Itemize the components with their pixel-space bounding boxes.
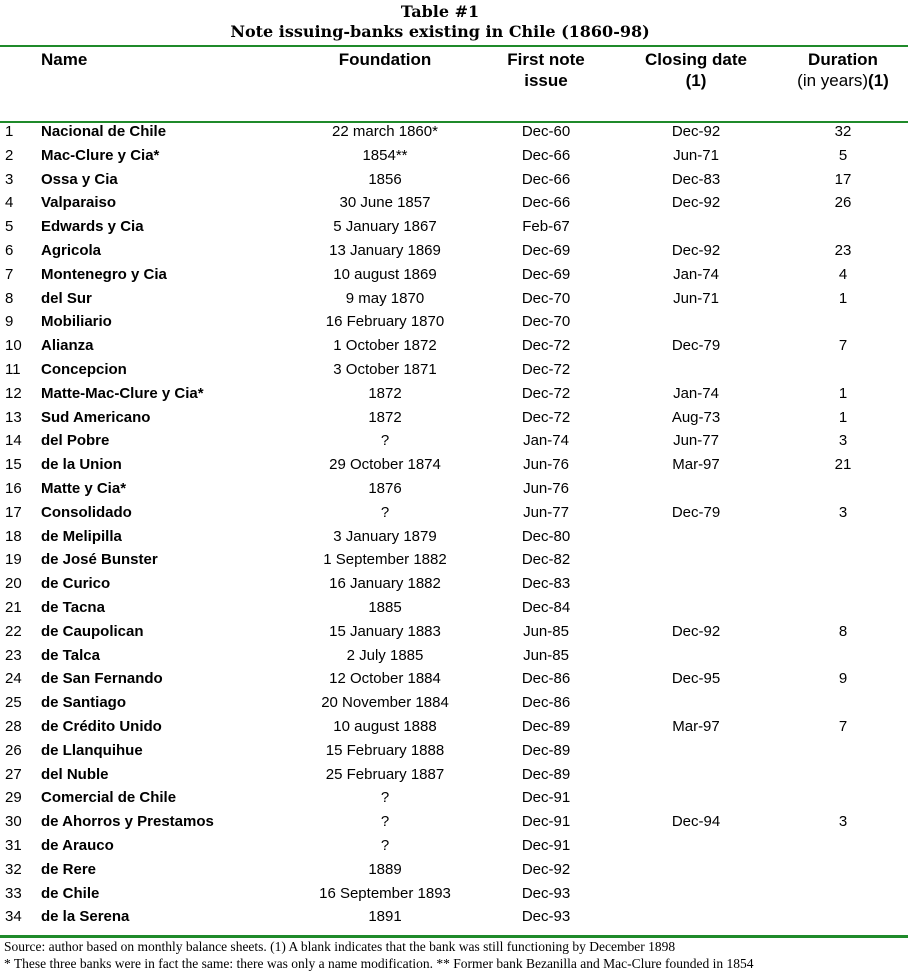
row-number: 18 — [5, 527, 22, 545]
first-note-issue: Dec-72 — [521, 384, 571, 402]
foundation-date: 1885 — [368, 598, 402, 616]
row-number: 2 — [5, 146, 14, 164]
first-note-issue: Dec-93 — [521, 908, 571, 926]
row-number: 13 — [5, 408, 22, 426]
table-row — [0, 168, 908, 192]
closing-date: Dec-95 — [671, 670, 721, 688]
first-note-issue: Dec-89 — [521, 765, 571, 783]
asterisk-note: * These three banks were in fact the same: there was only a name modification. ** Former bank Bezanilla and Mac-Clure founded in 1854 — [4, 956, 754, 971]
first-note-issue: Dec-80 — [521, 527, 571, 545]
foundation-date: 5 January 1867 — [333, 218, 437, 236]
closing-date: Dec-94 — [671, 813, 721, 831]
row-number: 21 — [5, 598, 22, 616]
duration-years: 1 — [838, 289, 848, 307]
duration-years: 32 — [834, 123, 852, 140]
foundation-date: 9 may 1870 — [345, 289, 425, 307]
bank-name: Alianza — [41, 337, 94, 355]
table-row — [0, 620, 908, 644]
row-number: 5 — [5, 218, 14, 236]
foundation-date: 13 January 1869 — [329, 241, 441, 259]
first-note-issue: Dec-92 — [521, 860, 571, 878]
first-note-issue: Jan-74 — [523, 432, 569, 450]
duration-years: 21 — [834, 456, 852, 474]
table-row — [0, 382, 908, 406]
foundation-date: 25 February 1887 — [325, 765, 445, 783]
row-number: 22 — [5, 622, 22, 640]
row-number: 28 — [5, 717, 22, 735]
row-number: 20 — [5, 575, 22, 593]
first-note-issue: Dec-69 — [521, 241, 571, 259]
closing-date: Jan-74 — [673, 265, 719, 283]
table-caption: Note issuing-banks existing in Chile (1860-98) — [230, 22, 650, 41]
bank-name: de la Serena — [41, 908, 130, 926]
bank-name: Matte-Mac-Clure y Cia* — [41, 384, 204, 402]
foundation-date: 29 October 1874 — [329, 456, 441, 474]
duration-years: 8 — [838, 622, 848, 640]
row-number: 12 — [5, 384, 22, 402]
foundation-date: 10 august 1869 — [333, 265, 437, 283]
bank-name: Concepcion — [41, 360, 127, 378]
first-note-issue: Jun-77 — [523, 503, 569, 521]
bank-name: de José Bunster — [41, 551, 158, 569]
first-note-issue: Dec-70 — [521, 313, 571, 331]
first-note-issue: Jun-76 — [523, 479, 569, 497]
footnotes — [4, 938, 908, 972]
foundation-date: 1 September 1882 — [323, 551, 447, 569]
duration-years: 3 — [838, 813, 848, 831]
table-row — [0, 667, 908, 691]
bank-name: del Nuble — [41, 765, 109, 783]
row-number: 15 — [5, 456, 22, 474]
header-duration-note: (1) — [868, 71, 889, 90]
header-duration-unit: (in years) — [797, 71, 869, 90]
bank-name: Valparaiso — [41, 194, 117, 212]
row-number: 24 — [5, 670, 22, 688]
table-row — [0, 858, 908, 882]
duration-years: 5 — [838, 146, 848, 164]
row-number: 31 — [5, 836, 22, 854]
row-number: 32 — [5, 860, 22, 878]
closing-date: Jan-74 — [673, 384, 719, 402]
foundation-date: 1891 — [368, 908, 402, 926]
bank-name: Sud Americano — [41, 408, 151, 426]
header-first-note-line1: First note — [507, 50, 585, 69]
foundation-date: ? — [380, 836, 390, 854]
bank-name: Nacional de Chile — [41, 123, 167, 140]
foundation-date: 22 march 1860* — [332, 123, 438, 140]
duration-years: 1 — [838, 384, 848, 402]
bank-name: de Tacna — [41, 598, 105, 616]
table-row — [0, 453, 908, 477]
row-number: 23 — [5, 646, 22, 664]
table-row — [0, 572, 908, 596]
foundation-date: 1872 — [368, 384, 402, 402]
table-row — [0, 215, 908, 239]
first-note-issue: Dec-72 — [521, 337, 571, 355]
header-name: Name — [41, 50, 88, 69]
bank-name: de Santiago — [41, 694, 127, 712]
bank-name: de Curico — [41, 575, 111, 593]
duration-years: 3 — [838, 432, 848, 450]
row-number: 29 — [5, 789, 22, 807]
foundation-date: 1856 — [368, 170, 402, 188]
first-note-issue: Dec-86 — [521, 670, 571, 688]
row-number: 7 — [5, 265, 14, 283]
closing-date: Dec-92 — [671, 123, 721, 140]
bank-name: de Talca — [41, 646, 100, 664]
foundation-date: 16 September 1893 — [319, 884, 451, 902]
table-row — [0, 905, 908, 929]
duration-years: 23 — [834, 241, 852, 259]
row-number: 17 — [5, 503, 22, 521]
closing-date: Dec-92 — [671, 194, 721, 212]
first-note-issue: Dec-89 — [521, 741, 571, 759]
row-number: 25 — [5, 694, 22, 712]
row-number: 8 — [5, 289, 14, 307]
table-row — [0, 501, 908, 525]
table-number: Table #1 — [400, 2, 480, 21]
top-rule — [0, 45, 908, 47]
foundation-date: 16 February 1870 — [325, 313, 445, 331]
header-first-note-line2: issue — [524, 71, 568, 90]
first-note-issue: Dec-86 — [521, 694, 571, 712]
first-note-issue: Dec-69 — [521, 265, 571, 283]
bank-name: Mobiliario — [41, 313, 112, 331]
bank-name: de Llanquihue — [41, 741, 143, 759]
row-number: 6 — [5, 241, 14, 259]
closing-date: Jun-71 — [673, 146, 719, 164]
foundation-date: 1 October 1872 — [333, 337, 437, 355]
foundation-date: 1854** — [362, 146, 408, 164]
table-row — [0, 191, 908, 215]
table-row — [0, 310, 908, 334]
foundation-date: 16 January 1882 — [329, 575, 441, 593]
duration-years: 17 — [834, 170, 852, 188]
closing-date: Mar-97 — [672, 456, 720, 474]
first-note-issue: Dec-91 — [521, 836, 571, 854]
bank-name: del Sur — [41, 289, 92, 307]
bank-name: Mac-Clure y Cia* — [41, 146, 160, 164]
table-row — [0, 120, 908, 144]
row-number: 26 — [5, 741, 22, 759]
bank-name: de Arauco — [41, 836, 114, 854]
closing-date: Dec-79 — [671, 503, 721, 521]
row-number: 3 — [5, 170, 14, 188]
table-row — [0, 358, 908, 382]
foundation-date: 1876 — [368, 479, 402, 497]
bank-name: Matte y Cia* — [41, 479, 127, 497]
table-row — [0, 882, 908, 906]
foundation-date: ? — [380, 503, 390, 521]
foundation-date: 12 October 1884 — [329, 670, 441, 688]
source-note: Source: author based on monthly balance sheets. (1) A blank indicates that the bank was still functioning by December 1898 — [4, 939, 676, 954]
bank-name: de Melipilla — [41, 527, 122, 545]
first-note-issue: Dec-66 — [521, 146, 571, 164]
duration-years: 7 — [838, 717, 848, 735]
bank-name: de Caupolican — [41, 622, 144, 640]
foundation-date: 10 august 1888 — [333, 717, 437, 735]
foundation-date: 1889 — [368, 860, 402, 878]
first-note-issue: Dec-91 — [521, 813, 571, 831]
table-row — [0, 525, 908, 549]
first-note-issue: Jun-85 — [523, 646, 569, 664]
table-row — [0, 429, 908, 453]
table-row — [0, 287, 908, 311]
first-note-issue: Dec-72 — [521, 408, 571, 426]
header-first-note-issue — [490, 49, 602, 91]
row-number: 19 — [5, 551, 22, 569]
foundation-date: ? — [380, 813, 390, 831]
table-row — [0, 548, 908, 572]
bank-name: de la Union — [41, 456, 122, 474]
row-number: 16 — [5, 479, 22, 497]
duration-years: 1 — [838, 408, 848, 426]
header-closing-line2: (1) — [685, 71, 707, 90]
foundation-date: 30 June 1857 — [339, 194, 431, 212]
table-row — [0, 810, 908, 834]
row-number: 27 — [5, 765, 22, 783]
table-row — [0, 334, 908, 358]
foundation-date: 3 January 1879 — [333, 527, 437, 545]
header-duration-line1: Duration — [808, 50, 878, 69]
table-row — [0, 715, 908, 739]
first-note-issue: Dec-66 — [521, 170, 571, 188]
first-note-issue: Dec-60 — [521, 123, 571, 140]
table-row — [0, 596, 908, 620]
first-note-issue: Dec-91 — [521, 789, 571, 807]
first-note-issue: Dec-93 — [521, 884, 571, 902]
bank-name: de Crédito Unido — [41, 717, 162, 735]
table-row — [0, 144, 908, 168]
first-note-issue: Feb-67 — [522, 218, 570, 236]
header-closing-line1: Closing date — [644, 50, 747, 69]
closing-date: Dec-79 — [671, 337, 721, 355]
table-row — [0, 263, 908, 287]
foundation-date: 15 February 1888 — [325, 741, 445, 759]
table-row — [0, 477, 908, 501]
row-number: 34 — [5, 908, 22, 926]
table-row — [0, 239, 908, 263]
bank-name: Consolidado — [41, 503, 132, 521]
first-note-issue: Dec-66 — [521, 194, 571, 212]
table-row — [0, 834, 908, 858]
header-closing-date — [625, 49, 767, 91]
table-row — [0, 739, 908, 763]
header-foundation: Foundation — [338, 50, 432, 69]
foundation-date: 15 January 1883 — [329, 622, 441, 640]
bank-name: de Rere — [41, 860, 97, 878]
table-header — [0, 49, 908, 119]
closing-date: Aug-73 — [671, 408, 721, 426]
duration-years: 7 — [838, 337, 848, 355]
first-note-issue: Jun-76 — [523, 456, 569, 474]
row-number: 1 — [5, 123, 14, 140]
first-note-issue: Dec-70 — [521, 289, 571, 307]
duration-years: 4 — [838, 265, 848, 283]
duration-years: 26 — [834, 194, 852, 212]
bank-name: Montenegro y Cia — [41, 265, 167, 283]
table-row — [0, 763, 908, 787]
header-duration-line2 — [778, 70, 908, 91]
table-row — [0, 691, 908, 715]
row-number: 11 — [5, 360, 21, 378]
bank-name: de San Fernando — [41, 670, 163, 688]
foundation-date: 20 November 1884 — [321, 694, 449, 712]
bank-name: de Chile — [41, 884, 100, 902]
row-number: 4 — [5, 194, 14, 212]
foundation-date: 3 October 1871 — [333, 360, 437, 378]
bank-name: del Pobre — [41, 432, 110, 450]
bank-name: Edwards y Cia — [41, 218, 144, 236]
duration-years: 3 — [838, 503, 848, 521]
duration-years: 9 — [838, 670, 848, 688]
bank-name: de Ahorros y Prestamos — [41, 813, 214, 831]
first-note-issue: Dec-72 — [521, 360, 571, 378]
bank-name: Ossa y Cia — [41, 170, 118, 188]
row-number: 10 — [5, 337, 22, 355]
closing-date: Mar-97 — [672, 717, 720, 735]
foundation-date: ? — [380, 432, 390, 450]
row-number: 14 — [5, 432, 22, 450]
foundation-date: 2 July 1885 — [346, 646, 424, 664]
closing-date: Dec-92 — [671, 622, 721, 640]
row-number: 30 — [5, 813, 22, 831]
table-row — [0, 786, 908, 810]
foundation-date: 1872 — [368, 408, 402, 426]
bank-name: Agricola — [41, 241, 102, 259]
first-note-issue: Dec-84 — [521, 598, 571, 616]
first-note-issue: Dec-89 — [521, 717, 571, 735]
row-number: 33 — [5, 884, 22, 902]
table-row — [0, 406, 908, 430]
foundation-date: ? — [380, 789, 390, 807]
first-note-issue: Dec-82 — [521, 551, 571, 569]
closing-date: Jun-71 — [673, 289, 719, 307]
header-duration — [778, 49, 908, 91]
first-note-issue: Dec-83 — [521, 575, 571, 593]
row-number: 9 — [5, 313, 14, 331]
table-body — [0, 120, 908, 929]
closing-date: Dec-92 — [671, 241, 721, 259]
table-title — [0, 2, 880, 42]
closing-date: Dec-83 — [671, 170, 721, 188]
table-row — [0, 644, 908, 668]
closing-date: Jun-77 — [673, 432, 719, 450]
bank-name: Comercial de Chile — [41, 789, 177, 807]
first-note-issue: Jun-85 — [523, 622, 569, 640]
